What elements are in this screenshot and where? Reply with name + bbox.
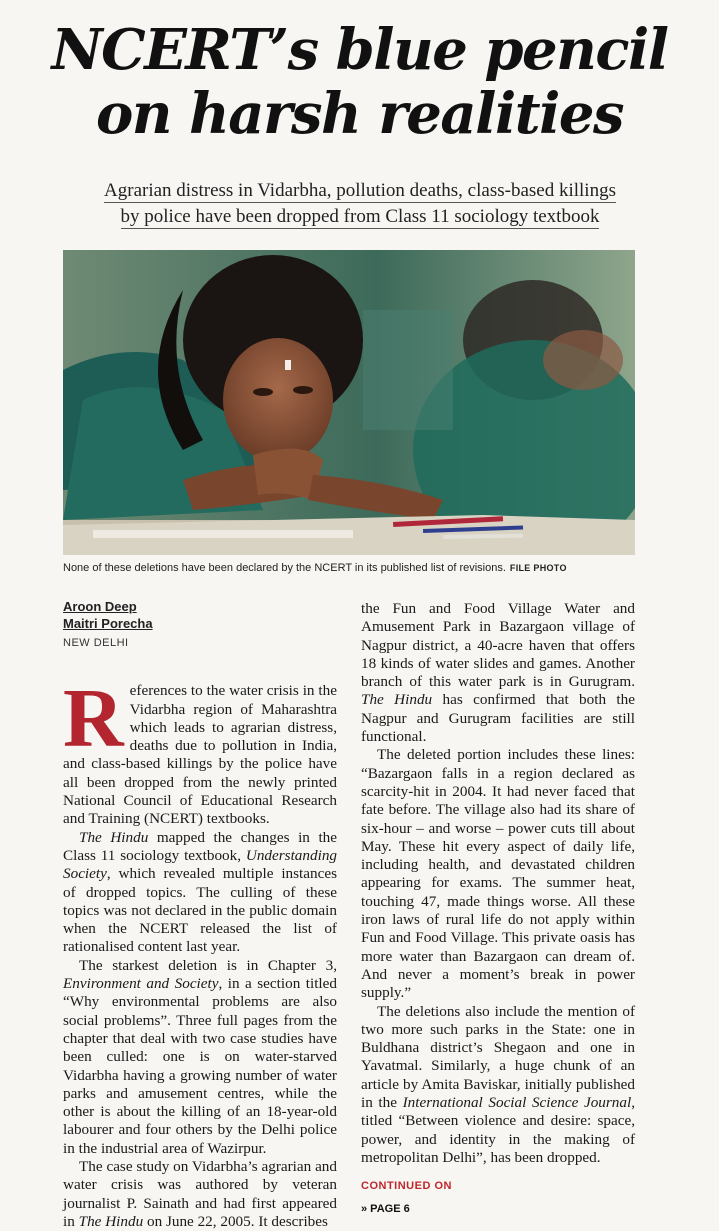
continued-page-link[interactable]: » PAGE 6 — [361, 1202, 410, 1215]
paragraph-5-text-b: has confirmed that both the Nagpur and Gurugram facilities are still functional. — [361, 691, 635, 746]
paragraph-5-text-a: the Fun and Food Village Water and Amusement Park in Bazargaon village of Nagpur district, a 40-acre haven that offers 18 kinds of water slides and games. Another branch of this water park is in Gurugram. — [361, 600, 635, 691]
article-paragraph-2 — [63, 829, 337, 957]
publication-name: The Hindu — [79, 828, 149, 846]
headline — [0, 18, 719, 146]
chapter-title: Environment and Society — [63, 975, 219, 993]
paragraph-3-text-a: The starkest deletion is in Chapter 3, — [79, 956, 337, 974]
article-paragraph-3 — [63, 957, 337, 1158]
article-paragraph-6: The deleted portion includes these lines: “Bazargaon falls in a region declared as scarcity-hit in 2004. It had never faced that fate before. The village also had its share of six-hour – and worse – power cuts till about May. These hit every aspect of daily life, including health, and devastated children appearing for exams. The summer heat, touching 47, made things worse. All these iron laws of rural life do not apply within Fun and Food Village. This private oasis has more water than Bazargaon can dream of. And never a moment’s break in power supply.” — [361, 746, 635, 1002]
headline-line-1: NCERT’s blue pencil — [51, 17, 668, 83]
paragraph-2-text-b: , which revealed multiple instances of dropped topics. The culling of these topics was not declared in the public domain when the NCERT released the list of rationalised content last year. — [63, 865, 337, 956]
paragraph-2-text-a: mapped the changes in the Class 11 sociology textbook, — [63, 828, 337, 864]
deck-line-1: Agrarian distress in Vidarbha, pollution deaths, class-based killings — [104, 180, 616, 201]
article-column-left — [63, 598, 337, 1231]
classroom-exam-photo — [63, 250, 635, 555]
byline-author-2[interactable]: Maitri Porecha — [63, 616, 153, 631]
paragraph-4-text-a: The case study on Vidarbha’s agrarian and water crisis was authored by veteran journalist P. Sainath and had first appeared in — [63, 1158, 337, 1230]
paragraph-3-text-b: , in a section titled “Why environmental problems are also social problems”. Three full pages from the chapter that deal with two case studies have been culled: one is on water-starved Vidarbha having a growing number of water parks and amusement centres, while the other is about the killing of an 18-year-old labourer and four others by the Delhi police in the industrial area of Wazirpur. — [63, 975, 337, 1157]
headline-line-2: on harsh realities — [95, 81, 624, 147]
publication-name: The Hindu — [361, 691, 433, 709]
paragraph-1-text: eferences to the water crisis in the Vidarbha region of Maharashtra which leads to agrarian distress, deaths due to pollution in India, and class-based killings by the police have all been dropped from the newly printed National Council of Educational Research and Training (NCERT) textbooks. — [63, 682, 337, 828]
textbook-title: Understanding Society — [63, 846, 337, 883]
continued-on-label: CONTINUED ON — [361, 1180, 452, 1193]
deck-subheadline — [60, 178, 660, 230]
paragraph-7-text-a: The deletions also include the mention of two more such parks in the State: one in Buldhana district’s Shegaon and one in Yavatmal. Similarly, a huge chunk of an article by Amita Baviskar, initially published in the — [361, 1002, 635, 1112]
article-paragraph-5 — [361, 600, 635, 746]
paragraph-7-text-b: , titled “Between violence and desire: space, power, and identity in the making of metropolitan Delhi”, has been dropped. — [361, 1094, 635, 1166]
paragraph-4-text-b: on June 22, 2005. It describes — [143, 1212, 328, 1230]
article-paragraph-4 — [63, 1158, 337, 1231]
journal-title: International Social Science Journal — [402, 1094, 632, 1112]
photo-caption — [63, 562, 643, 574]
article-paragraph-7 — [361, 1003, 635, 1168]
caption-text: None of these deletions have been declared by the NCERT in its published list of revisions. — [63, 562, 506, 574]
article-paragraph-1 — [63, 672, 337, 828]
photo-credit: FILE PHOTO — [509, 563, 567, 573]
byline-author-1[interactable]: Aroon Deep — [63, 599, 137, 614]
article-column-right — [361, 600, 635, 1218]
publication-name: The Hindu — [78, 1212, 144, 1230]
news-photo — [63, 250, 635, 555]
dateline: NEW DELHI — [63, 637, 129, 649]
deck-line-2: by police have been dropped from Class 11 sociology textbook — [120, 206, 600, 227]
drop-cap: R — [63, 672, 124, 766]
